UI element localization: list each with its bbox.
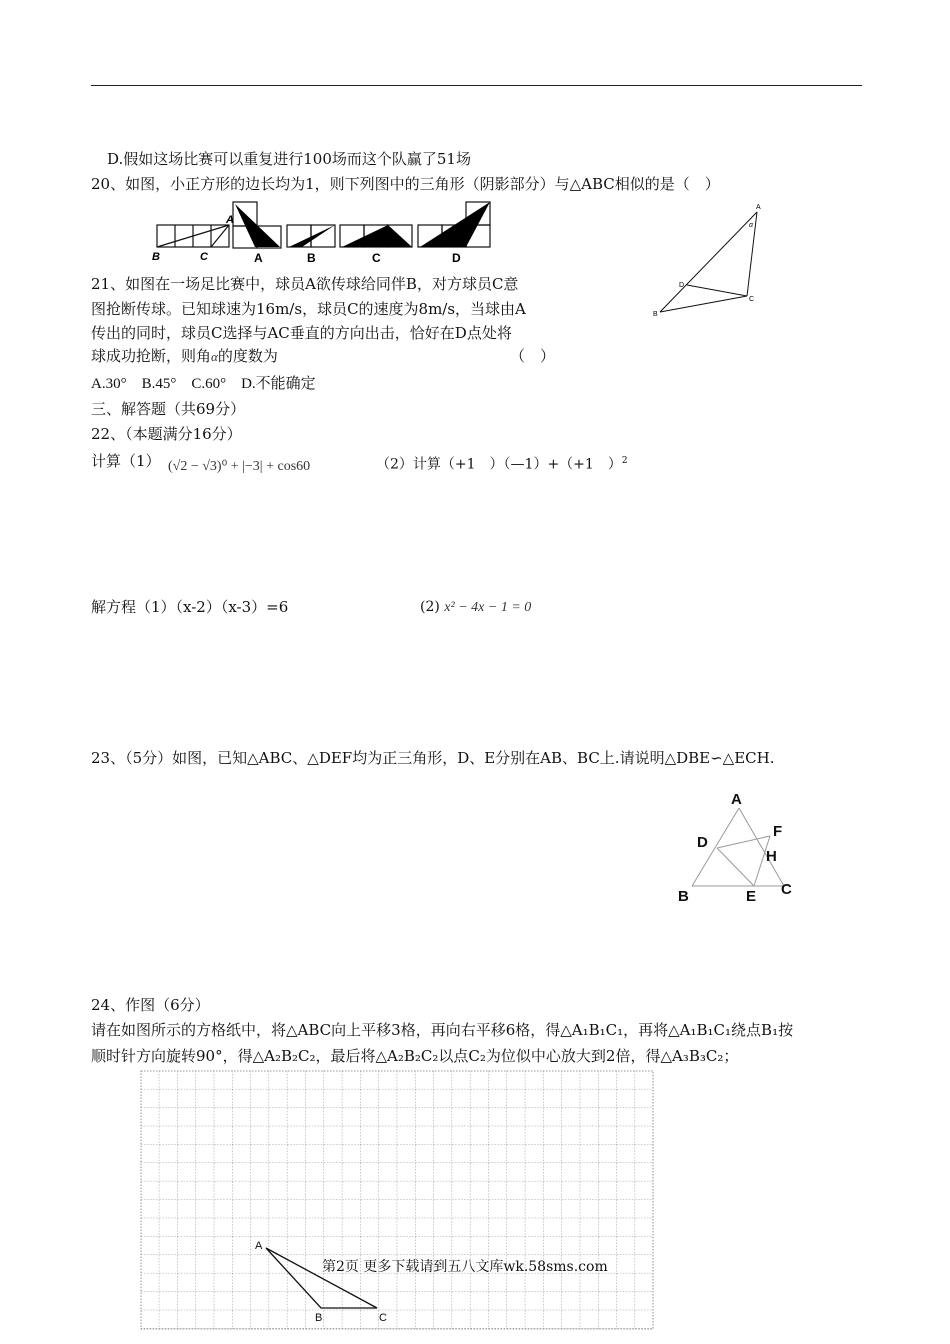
q20-figure [150,198,500,266]
q20-fig-label-a: A [226,214,234,226]
q22-calc2: （2）计算（+1 ）（—1）+（+1 ）$^2$ [376,456,628,473]
q21-answer-bracket: （ ） [510,347,556,365]
q24-line-1: 请在如图所示的方格纸中，将△ABC向上平移3格，再向右平移6格，得△A₁B₁C₁，再将△A₁B₁C₁绕点B₁按 [91,1021,794,1039]
q22-calc1-label: 计算（1） [91,452,161,470]
q21-line-3: 传出的同时，球员C选择与AC垂直的方向出击，恰好在D点处将 [91,324,512,342]
q20-option-a: A [254,251,263,265]
q23-fig-d: D [697,834,708,851]
section-3-title: 三、解答题（共69分） [91,400,246,418]
q23-fig-c: C [781,881,792,898]
q23-fig-h: H [766,848,777,865]
q21-line-4: 球成功抢断，则角α的度数为 [91,347,278,365]
q22-equation-1: 解方程（1）（x-2）（x-3）=6 [91,598,289,616]
q24-grid [141,1071,653,1329]
q22-title: 22、（本题满分16分） [91,425,242,443]
q24-line-2: 顺时针方向旋转90°，得△A₂B₂C₂，最后将△A₂B₂C₂以点C₂为位似中心放大到2倍，得△A₃B₃C₂； [91,1047,739,1065]
q21-fig-alpha: α [749,222,753,229]
q21-line-2: 图抢断传球。已知球速为16m/s，球员C的速度为8m/s，当球由A [91,300,526,318]
q21-fig-b: B [653,311,658,318]
q20-fig-label-b: B [152,251,160,263]
q20-stem: 20、如图，小正方形的边长均为1，则下列图中的三角形（阴影部分）与△ABC相似的是（ ） [91,175,720,193]
q22-equation-2: (2) x² − 4x − 1 = 0 [420,599,532,615]
q24-title: 24、作图（6分） [91,996,210,1014]
q23-stem: 23、（5分）如图，已知△ABC、△DEF均为正三角形，D、E分别在AB、BC上.请说明△DBE∽△ECH. [91,749,775,767]
q23-fig-a: A [731,791,742,808]
q24-fig-c: C [379,1312,387,1324]
q20-option-c: C [372,251,381,265]
q22-calc1-expression: (√2 − √3)⁰ + |−3| + cos60 [168,459,311,474]
q24-fig-a: A [255,1240,263,1252]
q20-option-b: B [307,251,316,265]
header-rule [91,85,862,86]
q23-fig-b: B [678,888,689,905]
q23-fig-f: F [773,823,783,840]
q21-line-1: 21、如图在一场足比赛中，球员A欲传球给同伴B，对方球员C意 [91,275,519,293]
page-footer: 第2页 更多下载请到五八文库wk.58sms.com [322,1259,608,1275]
q21-fig-d: D [679,282,685,289]
q21-fig-a: A [756,204,761,211]
q19-option-d: D.假如这场比赛可以重复进行100场而这个队赢了51场 [107,150,471,168]
q21-figure [650,200,770,320]
q23-figure [672,790,802,910]
q24-fig-b: B [315,1312,323,1324]
q20-fig-label-c: C [200,251,208,263]
q21-options: A.30° B.45° C.60° D.不能确定 [91,376,316,392]
q21-fig-c: C [749,296,755,303]
q23-fig-e: E [746,888,757,905]
q20-option-d: D [452,251,461,265]
